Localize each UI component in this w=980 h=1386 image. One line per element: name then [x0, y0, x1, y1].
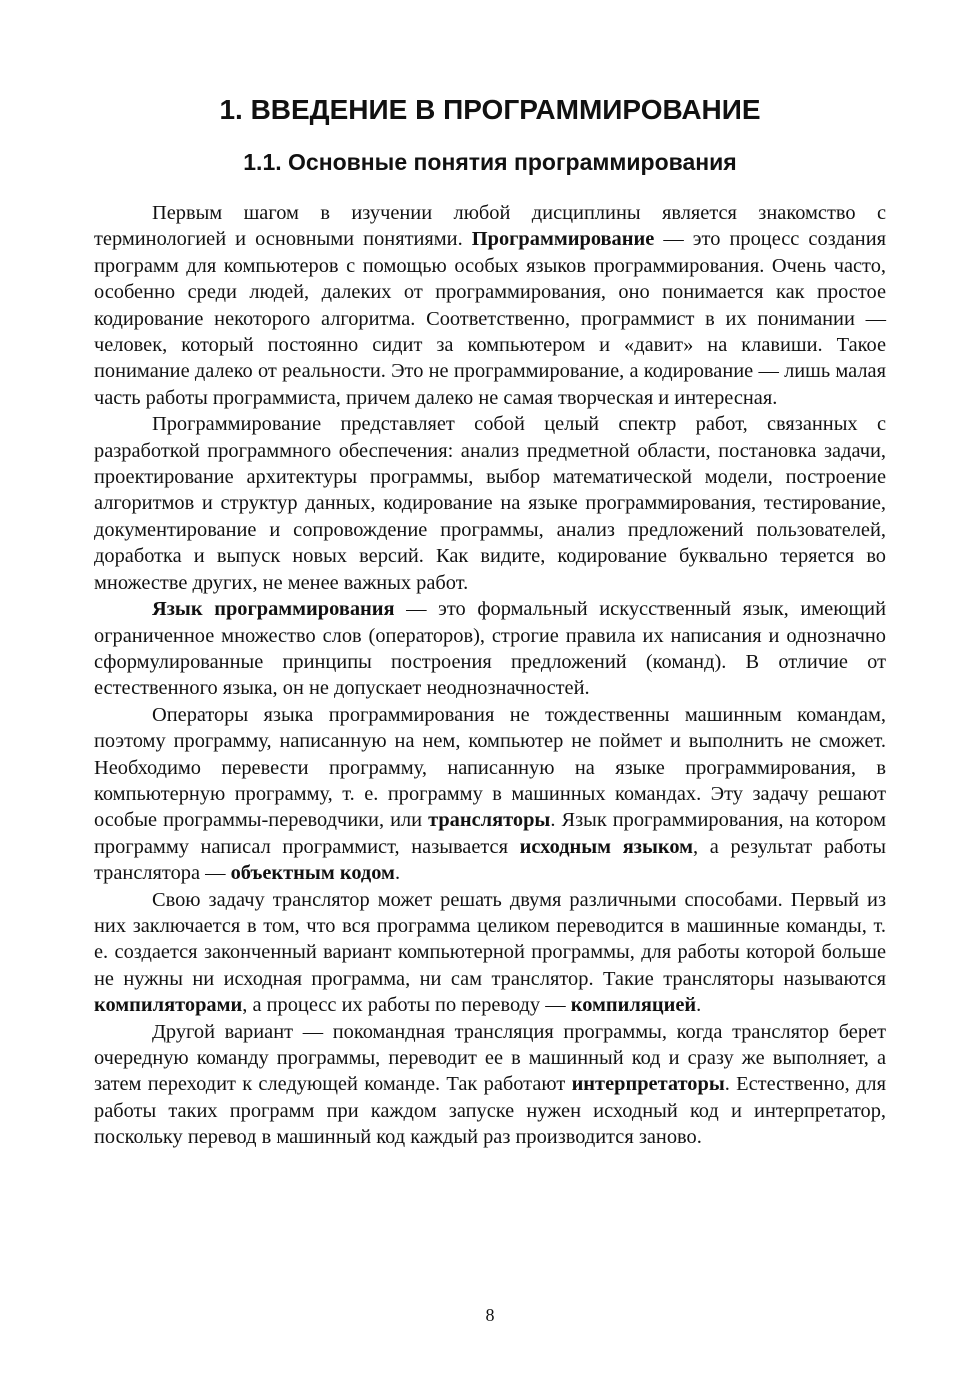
paragraph	[94, 596, 886, 702]
bold-term: компиляторами	[94, 994, 243, 1017]
body-text	[94, 200, 886, 1151]
bold-term: трансляторы	[428, 809, 551, 832]
text-run: .	[696, 994, 702, 1017]
paragraph	[94, 702, 886, 887]
text-run: , а процесс их работы по переводу —	[242, 994, 571, 1017]
text-run: .	[394, 862, 401, 885]
text-run: — это процесс создания программ для компьютеров с помощью особых языков программирования. Очень часто, особенно среди людей, далеких от программирования, оно понимается как простое кодирование некоторого алгоритма. Соответственно, программист в их понимании — человек, который постоянно сидит за компьютером и «давит» на клавиши. Такое понимание далеко от реальности. Это не программирование, а кодирование — лишь малая часть работы программиста, причем далеко не самая творческая и интересная.	[94, 228, 886, 409]
text-run: . Естественно, для работы таких программ при каждом запуске нужен исходный код и интерпретатор, поскольку перевод в машинный код каждый раз производится заново.	[94, 1073, 886, 1149]
paragraph	[94, 200, 886, 411]
text-run: . Язык программирования, на котором программу написал программист, называется	[94, 809, 886, 858]
text-run: , а результат работы транслятора —	[94, 835, 886, 885]
text-run: Программирование представляет собой целый спектр работ, связанных с разработкой программного обеспечения: анализ предметной области, постановка задачи, проектирование архитектуры программы, выбор математической модели, построение алгоритмов и структур данных, кодирование на языке программирования, тестирование, документирование и сопровождение программы, анализ предложений пользователей, доработка и выпуск новых версий. Как видите, кодирование буквально теряется во множестве других, не менее важных работ.	[94, 413, 886, 594]
paragraph	[94, 1019, 886, 1151]
text-run: Свою задачу транслятор может решать двумя различными способами. Первый из них заключается в том, что вся программа целиком переводится в машинные команды, т. е. создается законченный вариант компьютерной программы, для работы которой больше не нужны ни исходная программа, ни сам транслятор. Такие трансляторы называются	[94, 888, 886, 990]
paragraph	[94, 411, 886, 596]
bold-term: Язык программирования	[152, 598, 395, 621]
page-number: 8	[485, 1305, 495, 1325]
section-title: 1.1. Основные понятия программирования	[243, 149, 737, 175]
chapter-title: 1. ВВЕДЕНИЕ В ПРОГРАММИРОВАНИЕ	[219, 94, 761, 125]
bold-term: компиляцией	[570, 994, 697, 1017]
text-run: Операторы языка программирования не тождественны машинным командам, поэтому программу, написанную на нем, компьютер не поймет и выполнить не сможет. Необходимо перевести программу, написанную на языке программирования, в компьютерную программу, т. е. программу в машинных командах. Эту задачу решают особые программы-переводчики, или	[94, 703, 886, 832]
text-run: — это формальный искусственный язык, имеющий ограниченное множество слов (операторов), строгие правила их написания и однозначно сформулированные принципы построения предложений (команд). В отличие от естественного языка, он не допускает неоднозначностей.	[94, 598, 886, 700]
paragraph	[94, 887, 886, 1019]
bold-term: объектным кодом	[230, 862, 395, 885]
bold-term: интерпретаторы	[571, 1073, 725, 1096]
bold-term: исходным языком	[519, 835, 694, 858]
text-run: Первым шагом в изучении любой дисциплины является знакомство с терминологией и основными понятиями.	[94, 202, 886, 251]
bold-term: Программирование	[471, 228, 655, 251]
text-run: Другой вариант — покомандная трансляция программы, когда транслятор берет очередную команду программы, переводит ее в машинный код и сразу же выполняет, а затем переходит к следующей команде. Так работают	[94, 1020, 886, 1096]
